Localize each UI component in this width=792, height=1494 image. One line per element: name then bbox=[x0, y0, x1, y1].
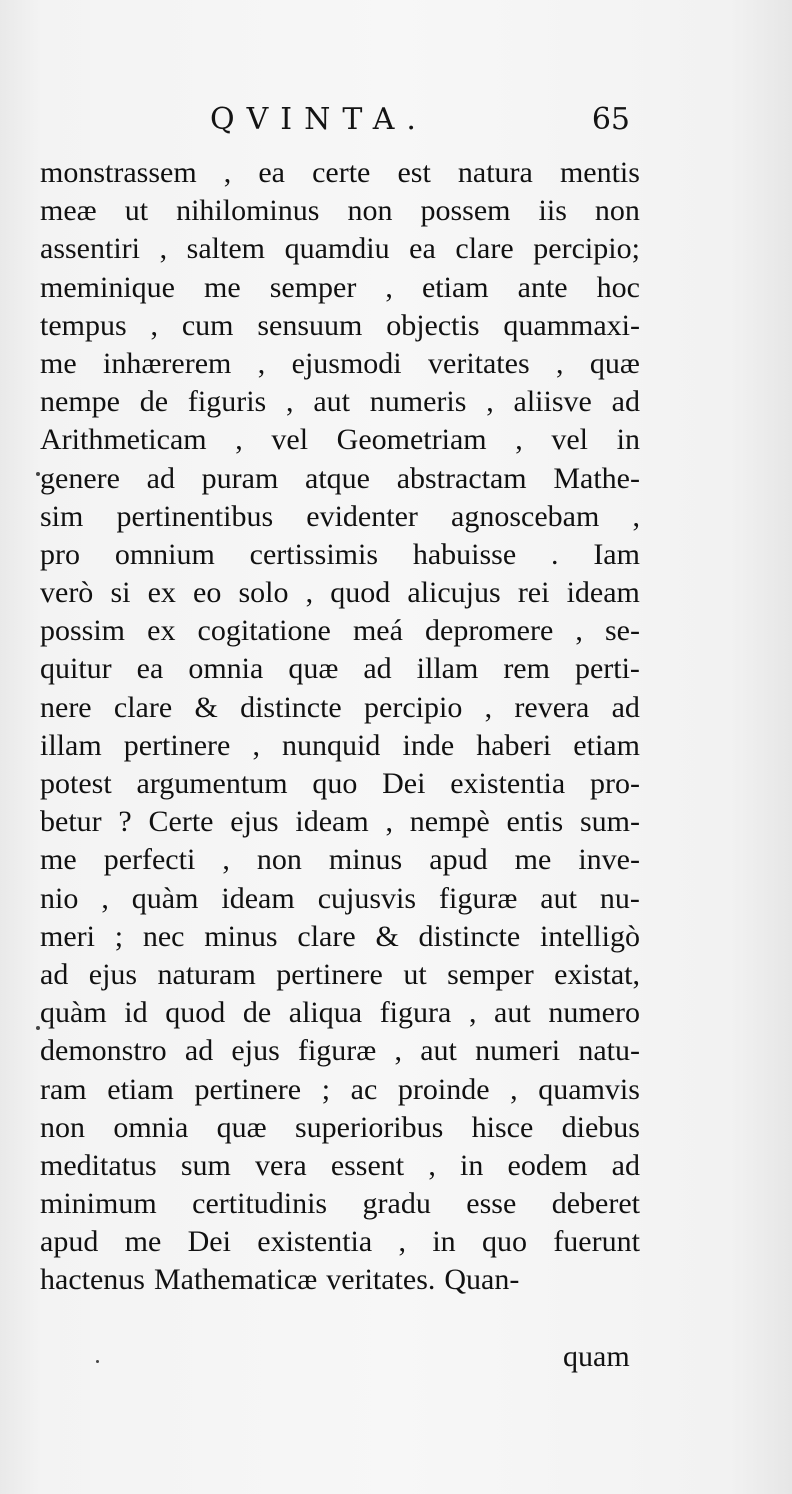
word: hactenus bbox=[40, 1263, 145, 1297]
word: diebus bbox=[561, 1110, 640, 1144]
word: percipio bbox=[364, 690, 463, 724]
word: Quan- bbox=[444, 1263, 520, 1297]
word: me bbox=[514, 843, 552, 877]
word: pertinere bbox=[194, 1072, 302, 1106]
word: veritates. bbox=[326, 1263, 436, 1297]
word: , bbox=[398, 1225, 407, 1259]
word: existentia bbox=[450, 767, 566, 800]
word: eo bbox=[193, 576, 222, 610]
word: ideam bbox=[566, 576, 640, 610]
word: clare bbox=[455, 232, 514, 266]
word: etiam bbox=[421, 270, 489, 304]
word: ad bbox=[184, 1034, 214, 1068]
word: semper bbox=[447, 957, 534, 991]
text-line bbox=[40, 994, 640, 1032]
word: esse bbox=[466, 1187, 517, 1221]
word: rei bbox=[517, 576, 550, 610]
word: non bbox=[40, 1110, 85, 1144]
word: , bbox=[632, 499, 640, 533]
word: sum bbox=[180, 1148, 231, 1182]
word: nec bbox=[142, 919, 185, 953]
word: inde bbox=[402, 728, 455, 762]
word: semper bbox=[269, 270, 357, 304]
word: illam bbox=[416, 652, 479, 686]
word: abstractam bbox=[396, 461, 527, 495]
word: numero bbox=[548, 996, 640, 1030]
word: & bbox=[194, 690, 218, 724]
word: quæ bbox=[589, 346, 640, 380]
word: nu- bbox=[599, 881, 640, 915]
word: ad bbox=[611, 385, 640, 419]
word: , bbox=[468, 996, 477, 1030]
word: quæ bbox=[288, 652, 339, 686]
word: clare bbox=[113, 690, 173, 724]
word: , bbox=[101, 881, 109, 915]
word: , bbox=[305, 576, 314, 610]
word: superioribus bbox=[295, 1110, 444, 1144]
text-line bbox=[40, 421, 640, 459]
text-line bbox=[40, 880, 640, 918]
word: minus bbox=[328, 843, 403, 877]
text-line bbox=[40, 1147, 640, 1185]
word: quod bbox=[165, 996, 226, 1030]
word: tempus bbox=[40, 308, 127, 342]
page-header bbox=[210, 98, 630, 148]
word: solo bbox=[238, 576, 289, 610]
word: ad bbox=[611, 690, 640, 724]
word: alicujus bbox=[407, 576, 501, 610]
word: intelligò bbox=[539, 919, 640, 953]
word: numeris bbox=[369, 385, 467, 419]
word: si bbox=[110, 576, 131, 610]
word: existat, bbox=[554, 957, 640, 991]
word: agnoscebam bbox=[451, 499, 600, 533]
word: rem bbox=[503, 652, 550, 686]
word: gradu bbox=[362, 1187, 431, 1221]
word: hoc bbox=[596, 270, 640, 304]
word: percipio; bbox=[533, 232, 640, 266]
text-line bbox=[40, 956, 640, 994]
word: objectis bbox=[386, 308, 480, 342]
word: meri bbox=[40, 919, 95, 953]
word: omnia bbox=[113, 1110, 189, 1144]
text-line bbox=[40, 1032, 640, 1070]
word: distincte bbox=[418, 919, 521, 953]
word: potest bbox=[40, 767, 112, 800]
word: de bbox=[139, 385, 169, 419]
text-line bbox=[40, 230, 640, 268]
word: etiam bbox=[573, 728, 640, 762]
word: meá bbox=[352, 614, 403, 648]
word: perfecti bbox=[103, 843, 196, 877]
word: sim bbox=[40, 499, 84, 533]
text-line bbox=[40, 1109, 640, 1147]
word: nihilominus bbox=[176, 194, 320, 228]
word: ejusmodi bbox=[291, 346, 402, 380]
word: quo bbox=[312, 767, 358, 800]
word: ideam bbox=[295, 805, 369, 839]
word: , bbox=[222, 843, 230, 877]
word: , bbox=[257, 346, 266, 380]
word: ut bbox=[403, 957, 427, 991]
word: numeri bbox=[475, 1034, 561, 1068]
word: quitur bbox=[40, 652, 112, 686]
word: , bbox=[385, 270, 393, 304]
word: saltem bbox=[186, 232, 265, 266]
word: vel bbox=[271, 423, 309, 457]
word: nio bbox=[40, 881, 79, 915]
word: assentiri bbox=[40, 232, 140, 266]
word: vel bbox=[551, 423, 589, 457]
word: , bbox=[515, 423, 523, 457]
word: ideam bbox=[221, 881, 295, 915]
word: fuerunt bbox=[553, 1225, 640, 1259]
word: inhærerem bbox=[103, 346, 232, 380]
word: existentia bbox=[257, 1225, 373, 1259]
word: est bbox=[397, 156, 431, 189]
word: meæ bbox=[40, 194, 97, 228]
word: eodem bbox=[507, 1148, 588, 1182]
word: mentis bbox=[559, 156, 640, 189]
word: meminique bbox=[40, 270, 175, 304]
word: Mathe- bbox=[553, 461, 640, 495]
word: , bbox=[235, 423, 243, 457]
word: & bbox=[375, 919, 399, 953]
word: aut bbox=[540, 881, 577, 915]
word: , bbox=[385, 805, 393, 839]
text-line bbox=[40, 1261, 640, 1299]
word: quo bbox=[482, 1225, 527, 1259]
word: figuris bbox=[187, 385, 267, 419]
word: possim bbox=[40, 614, 126, 648]
word: Iam bbox=[593, 537, 640, 571]
text-line bbox=[40, 574, 640, 612]
word: ex bbox=[147, 576, 176, 610]
word: certissimis bbox=[249, 537, 378, 571]
text-line bbox=[40, 536, 640, 574]
running-title: QVINTA. bbox=[210, 102, 428, 137]
word: quamdiu bbox=[284, 232, 390, 266]
word: atque bbox=[305, 461, 370, 495]
text-line bbox=[40, 1071, 640, 1109]
word: depromere bbox=[425, 614, 554, 648]
word: ex bbox=[147, 614, 176, 648]
word: figura bbox=[379, 996, 452, 1030]
word: etiam bbox=[107, 1072, 174, 1106]
word: quæ bbox=[216, 1110, 267, 1144]
word: haberi bbox=[476, 728, 552, 762]
word: quamvis bbox=[538, 1072, 640, 1106]
word: evidenter bbox=[306, 499, 418, 533]
word: natu- bbox=[578, 1034, 640, 1068]
word: ? bbox=[118, 805, 132, 839]
word: quàm bbox=[40, 996, 107, 1030]
text-line bbox=[40, 192, 640, 230]
word: minimum bbox=[40, 1187, 157, 1221]
word: pertinere bbox=[276, 957, 383, 991]
word: ram bbox=[40, 1072, 87, 1106]
word: certe bbox=[312, 156, 371, 189]
word: monstrassem bbox=[40, 156, 197, 189]
word: pro- bbox=[589, 767, 640, 800]
word: ea bbox=[409, 232, 436, 266]
word: apud bbox=[429, 843, 488, 877]
word: ejus bbox=[88, 957, 138, 991]
word: me bbox=[124, 1225, 162, 1259]
word: in bbox=[616, 423, 640, 457]
word: Dei bbox=[187, 1225, 231, 1259]
word: , bbox=[486, 385, 494, 419]
word: , bbox=[223, 156, 232, 189]
word: hisce bbox=[471, 1110, 534, 1144]
word: pertinere bbox=[123, 728, 231, 762]
word: aliqua bbox=[288, 996, 363, 1030]
word: illam bbox=[40, 728, 102, 762]
word: , bbox=[394, 1034, 403, 1068]
word: ad bbox=[363, 652, 392, 686]
word: , bbox=[252, 728, 260, 762]
ink-speck bbox=[36, 1026, 40, 1030]
word: ad bbox=[40, 957, 69, 991]
text-line bbox=[40, 307, 640, 345]
word: , bbox=[575, 614, 583, 648]
word: ejus bbox=[230, 805, 279, 839]
page-number: 65 bbox=[591, 102, 630, 137]
word: me bbox=[40, 843, 77, 877]
text-line bbox=[40, 803, 640, 841]
word: id bbox=[124, 996, 148, 1030]
word: omnia bbox=[188, 652, 264, 686]
word: minus bbox=[204, 919, 278, 953]
word: vera bbox=[255, 1148, 307, 1182]
word: sensuum bbox=[257, 308, 363, 342]
text-line bbox=[40, 345, 640, 383]
word: Certe bbox=[148, 805, 214, 839]
word: argumentum bbox=[136, 767, 288, 800]
text-line bbox=[40, 765, 640, 803]
word: ; bbox=[321, 1072, 331, 1106]
word: perti- bbox=[574, 652, 640, 686]
word: , bbox=[556, 346, 564, 380]
word: habuisse bbox=[412, 537, 517, 571]
word: Dei bbox=[382, 767, 426, 800]
body-text bbox=[40, 154, 640, 1300]
word: ea bbox=[136, 652, 164, 686]
word: naturam bbox=[157, 957, 256, 991]
word: apud bbox=[40, 1225, 99, 1259]
word: . bbox=[550, 537, 559, 571]
text-line bbox=[40, 841, 640, 879]
word: meditatus bbox=[40, 1148, 157, 1182]
word: distincte bbox=[240, 690, 342, 724]
word: sum- bbox=[579, 805, 640, 839]
word: nempè bbox=[409, 805, 490, 839]
text-line bbox=[40, 269, 640, 307]
word: Arithmeticam bbox=[40, 423, 207, 457]
word: , bbox=[150, 308, 159, 342]
word: puram bbox=[201, 461, 279, 495]
word: ejus bbox=[231, 1034, 280, 1068]
word: nunquid bbox=[282, 728, 381, 762]
text-line bbox=[40, 1223, 640, 1261]
word: , bbox=[286, 385, 294, 419]
word: revera bbox=[514, 690, 590, 724]
word: figuræ bbox=[297, 1034, 377, 1068]
word: , bbox=[159, 232, 168, 266]
word: inve- bbox=[578, 843, 640, 877]
word: nere bbox=[40, 690, 92, 724]
word: demonstro bbox=[40, 1034, 167, 1068]
word: de bbox=[242, 996, 272, 1030]
word: aut bbox=[313, 385, 350, 419]
word: clare bbox=[297, 919, 356, 953]
word: non bbox=[347, 194, 393, 228]
word: betur bbox=[40, 805, 102, 839]
word: pertinentibus bbox=[116, 499, 274, 533]
word: iis bbox=[538, 194, 567, 228]
word: , bbox=[428, 1148, 436, 1182]
word: nempe bbox=[40, 385, 120, 419]
ink-speck bbox=[96, 1360, 99, 1363]
word: aut bbox=[420, 1034, 457, 1068]
word: verò bbox=[40, 576, 94, 610]
word: non bbox=[256, 843, 302, 877]
word: entis bbox=[506, 805, 564, 839]
word: quod bbox=[330, 576, 391, 610]
word: cogitatione bbox=[197, 614, 331, 648]
word: aliisve bbox=[513, 385, 592, 419]
word: , bbox=[484, 690, 493, 724]
word: ante bbox=[517, 270, 568, 304]
word: omnium bbox=[114, 537, 215, 571]
word: ad bbox=[146, 461, 175, 495]
text-line bbox=[40, 1185, 640, 1223]
word: deberet bbox=[551, 1187, 640, 1221]
word: ut bbox=[124, 194, 149, 228]
text-line bbox=[40, 689, 640, 727]
word: genere bbox=[40, 461, 120, 495]
word: possem bbox=[420, 194, 511, 228]
word: cujusvis bbox=[317, 881, 417, 915]
text-line bbox=[40, 918, 640, 956]
word: certitudinis bbox=[192, 1187, 328, 1221]
word: essent bbox=[330, 1148, 405, 1182]
word: ; bbox=[114, 919, 124, 953]
word: non bbox=[594, 194, 640, 228]
word: me bbox=[204, 270, 241, 304]
word: veritates bbox=[428, 346, 530, 380]
word: quàm bbox=[131, 881, 199, 915]
word: aut bbox=[494, 996, 531, 1030]
word: ad bbox=[611, 1148, 640, 1182]
word: pro bbox=[40, 537, 80, 571]
word: se- bbox=[604, 614, 640, 648]
word: in bbox=[432, 1225, 456, 1259]
text-line bbox=[40, 612, 640, 650]
text-line bbox=[40, 383, 640, 421]
word: me bbox=[40, 346, 77, 380]
text-line bbox=[40, 650, 640, 688]
word: ea bbox=[258, 156, 285, 189]
word: , bbox=[510, 1072, 518, 1106]
word: proinde bbox=[397, 1072, 490, 1106]
word: Mathematicæ bbox=[153, 1263, 318, 1297]
word: cum bbox=[181, 308, 234, 342]
word: natura bbox=[457, 156, 533, 189]
text-line bbox=[40, 727, 640, 765]
catchword: quam bbox=[563, 1340, 630, 1373]
word: quammaxi- bbox=[503, 308, 640, 342]
word: figuræ bbox=[439, 881, 518, 915]
word: Geometriam bbox=[336, 423, 487, 457]
text-line bbox=[40, 154, 640, 192]
text-line bbox=[40, 460, 640, 498]
text-line bbox=[40, 498, 640, 536]
word: in bbox=[459, 1148, 484, 1182]
ink-speck bbox=[36, 472, 40, 476]
word: ac bbox=[350, 1072, 378, 1106]
